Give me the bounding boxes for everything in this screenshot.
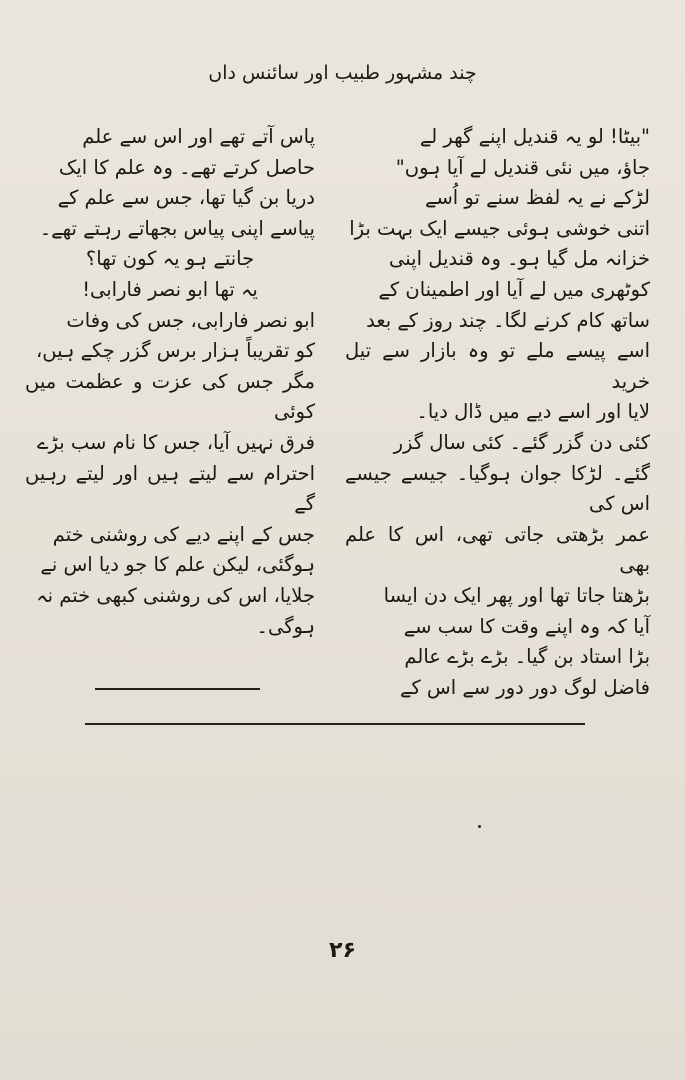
answer-line: یہ تھا ابو نصر فارابی! xyxy=(82,277,258,301)
text-line: ابو نصر فارابی، جس کی وفات xyxy=(66,308,315,332)
text-line: مگر جس کی عزت و عظمت میں کوئی xyxy=(25,369,315,424)
text-line: پیاسے اپنی پیاس بجھاتے رہتے تھے۔ xyxy=(39,216,315,240)
text-line: جلایا، اس کی روشنی کبھی ختم نہ xyxy=(36,583,315,607)
running-header: چند مشہور طبیب اور سائنس داں xyxy=(208,62,477,84)
text-line: آیا کہ وہ اپنے وقت کا سب سے xyxy=(403,614,650,638)
text-line: بڑھتا جاتا تھا اور پھر ایک دن ایسا xyxy=(383,583,650,607)
text-line: کئی دن گزر گئے۔ کئی سال گزر xyxy=(393,430,650,454)
page-number: ۲۶ xyxy=(329,938,356,963)
text-line: جاؤ، میں نئی قندیل لے آیا ہوں" xyxy=(395,155,650,179)
text-line: "بیٹا! لو یہ قندیل اپنے گھر لے xyxy=(419,125,650,148)
text-line: جس کے اپنے دیے کی روشنی ختم xyxy=(52,522,315,546)
text-line: بڑا استاد بن گیا۔ بڑے بڑے عالم xyxy=(404,645,650,669)
text-line: عمر بڑھتی جاتی تھی، اس کا علم بھی xyxy=(345,522,650,577)
text-line: لایا اور اسے دیے میں ڈال دیا۔ xyxy=(416,400,650,424)
text-line: خزانہ مل گیا ہو۔ وہ قندیل اپنی xyxy=(389,247,650,271)
text-line: ساتھ کام کرنے لگا۔ چند روز کے بعد xyxy=(366,308,650,332)
text-line: اسے پیسے ملے تو وہ بازار سے تیل خرید xyxy=(345,339,650,393)
text-line: پاس آتے تھے اور اس سے علم xyxy=(82,125,315,148)
text-line: ہوگی۔ xyxy=(256,614,315,638)
question-line: جانتے ہو یہ کون تھا؟ xyxy=(85,247,255,271)
section-divider-rule xyxy=(85,723,585,725)
ink-speck xyxy=(478,825,481,828)
text-line: کو تقریباً ہزار برس گزر چکے ہیں، xyxy=(35,339,315,363)
text-line: فاضل لوگ دور دور سے اس کے xyxy=(400,675,650,699)
left-text-column xyxy=(25,122,315,642)
right-text-column xyxy=(345,122,650,703)
text-line: ہوگئی، لیکن علم کا جو دیا اس نے xyxy=(40,553,315,577)
text-line: گئے۔ لڑکا جوان ہوگیا۔ جیسے جیسے اس کی xyxy=(345,461,650,516)
text-line: حاصل کرتے تھے۔ وہ علم کا ایک xyxy=(58,155,315,179)
text-line: فرق نہیں آیا، جس کا نام سب بڑے xyxy=(37,430,315,454)
text-line: احترام سے لیتے ہیں اور لیتے رہیں گے xyxy=(25,461,315,516)
chapter-end-rule xyxy=(95,688,260,690)
text-line: دریا بن گیا تھا، جس سے علم کے xyxy=(57,186,315,210)
text-line: کوٹھری میں لے آیا اور اطمینان کے xyxy=(378,277,650,301)
text-line: اتنی خوشی ہوئی جیسے ایک بہت بڑا xyxy=(349,216,650,240)
text-line: لڑکے نے یہ لفظ سنے تو اُسے xyxy=(425,186,650,210)
